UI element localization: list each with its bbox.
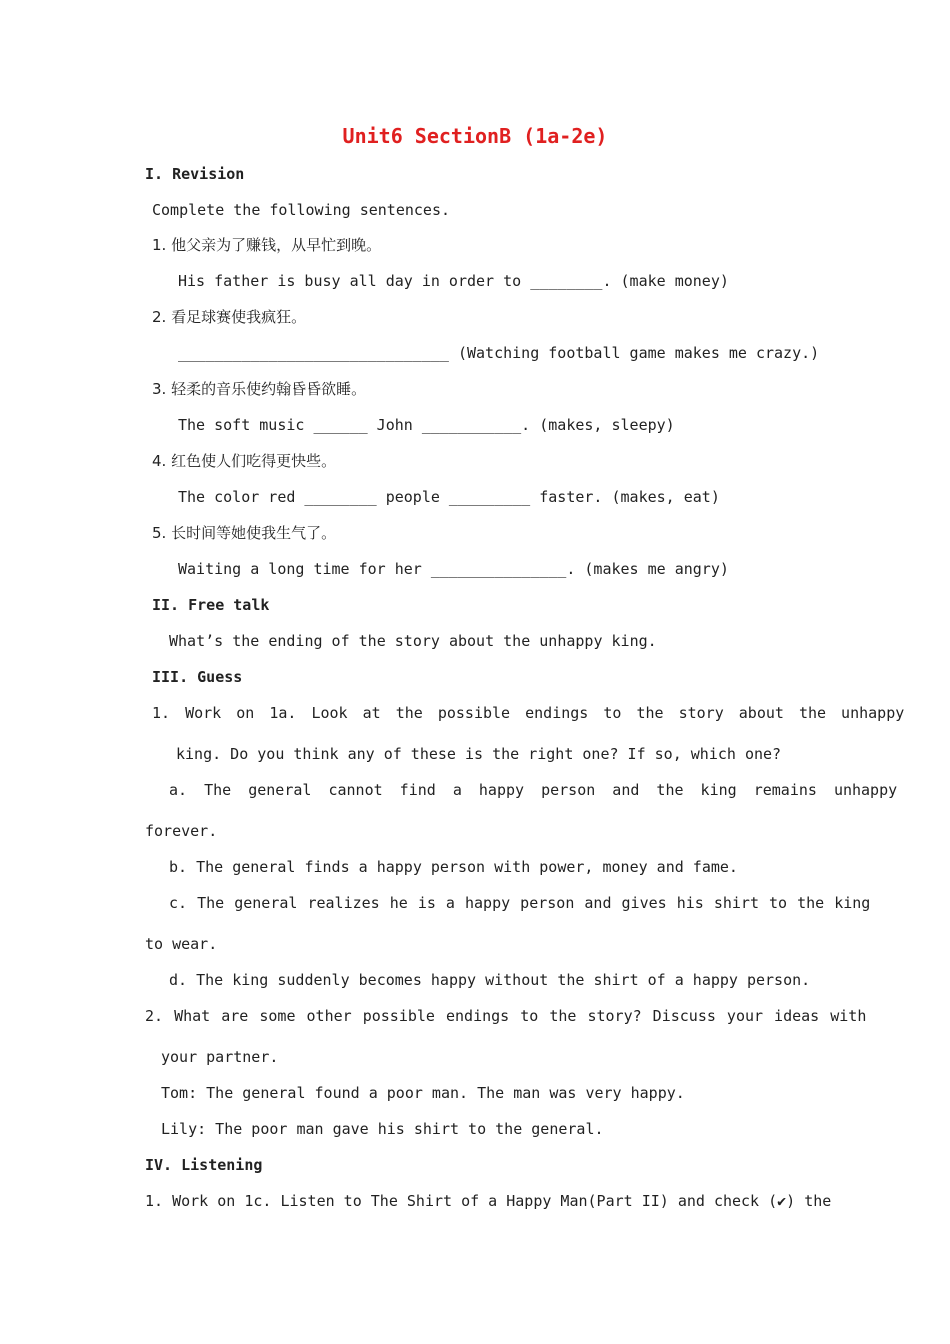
- revision-item-1-english: His father is busy all day in order to ________. (make money): [178, 272, 729, 290]
- section-heading-guess: III. Guess: [152, 668, 243, 686]
- revision-item-5-english: Waiting a long time for her _______________. (makes me angry): [178, 560, 729, 578]
- revision-item-4-chinese: 4. 红色使人们吃得更快些。: [152, 452, 337, 470]
- revision-item-3-chinese: 3. 轻柔的音乐使约翰昏昏欲睡。: [152, 380, 367, 398]
- guess-option-c-line-2: to wear.: [145, 935, 218, 953]
- page-title: Unit6 SectionB (1a-2e): [342, 124, 608, 148]
- revision-item-4-english: The color red ________ people _________ faster. (makes, eat): [178, 488, 720, 506]
- guess-option-d: d. The king suddenly becomes happy without the shirt of a happy person.: [169, 971, 811, 989]
- guess-option-a-line-1: a. The general cannot find a happy person and the king remains unhappy: [169, 781, 898, 799]
- guess-question-1-line-1: 1. Work on 1a. Look at the possible endings to the story about the unhappy: [152, 704, 905, 722]
- guess-question-2-line-2: your partner.: [161, 1048, 279, 1066]
- revision-item-3-english: The soft music ______ John ___________. (makes, sleepy): [178, 416, 675, 434]
- revision-item-2-english: ______________________________ (Watching football game makes me crazy.): [178, 344, 820, 362]
- section-heading-listening: IV. Listening: [145, 1156, 263, 1174]
- guess-option-b: b. The general finds a happy person with power, money and fame.: [169, 858, 738, 876]
- revision-item-1-chinese: 1. 他父亲为了赚钱，从早忙到晚。: [152, 236, 382, 254]
- dialogue-line-lily: Lily: The poor man gave his shirt to the general.: [161, 1120, 604, 1138]
- section-heading-free-talk: II. Free talk: [152, 596, 270, 614]
- guess-option-a-line-2: forever.: [145, 822, 218, 840]
- revision-instruction: Complete the following sentences.: [152, 201, 451, 219]
- section-heading-revision: I. Revision: [145, 165, 245, 183]
- guess-option-c-line-1: c. The general realizes he is a happy person and gives his shirt to the king: [169, 894, 871, 912]
- revision-item-2-chinese: 2. 看足球赛使我疯狂。: [152, 308, 307, 326]
- revision-item-5-chinese: 5. 长时间等她使我生气了。: [152, 524, 337, 542]
- listening-question-1-line-1: 1. Work on 1c. Listen to The Shirt of a Happy Man(Part II) and check (✔) the: [145, 1192, 832, 1210]
- guess-question-2-line-1: 2. What are some other possible endings to the story? Discuss your ideas with: [145, 1007, 867, 1025]
- dialogue-line-tom: Tom: The general found a poor man. The man was very happy.: [161, 1084, 685, 1102]
- guess-question-1-line-2: king. Do you think any of these is the right one? If so, which one?: [176, 745, 782, 763]
- free-talk-question: What’s the ending of the story about the unhappy king.: [169, 632, 657, 650]
